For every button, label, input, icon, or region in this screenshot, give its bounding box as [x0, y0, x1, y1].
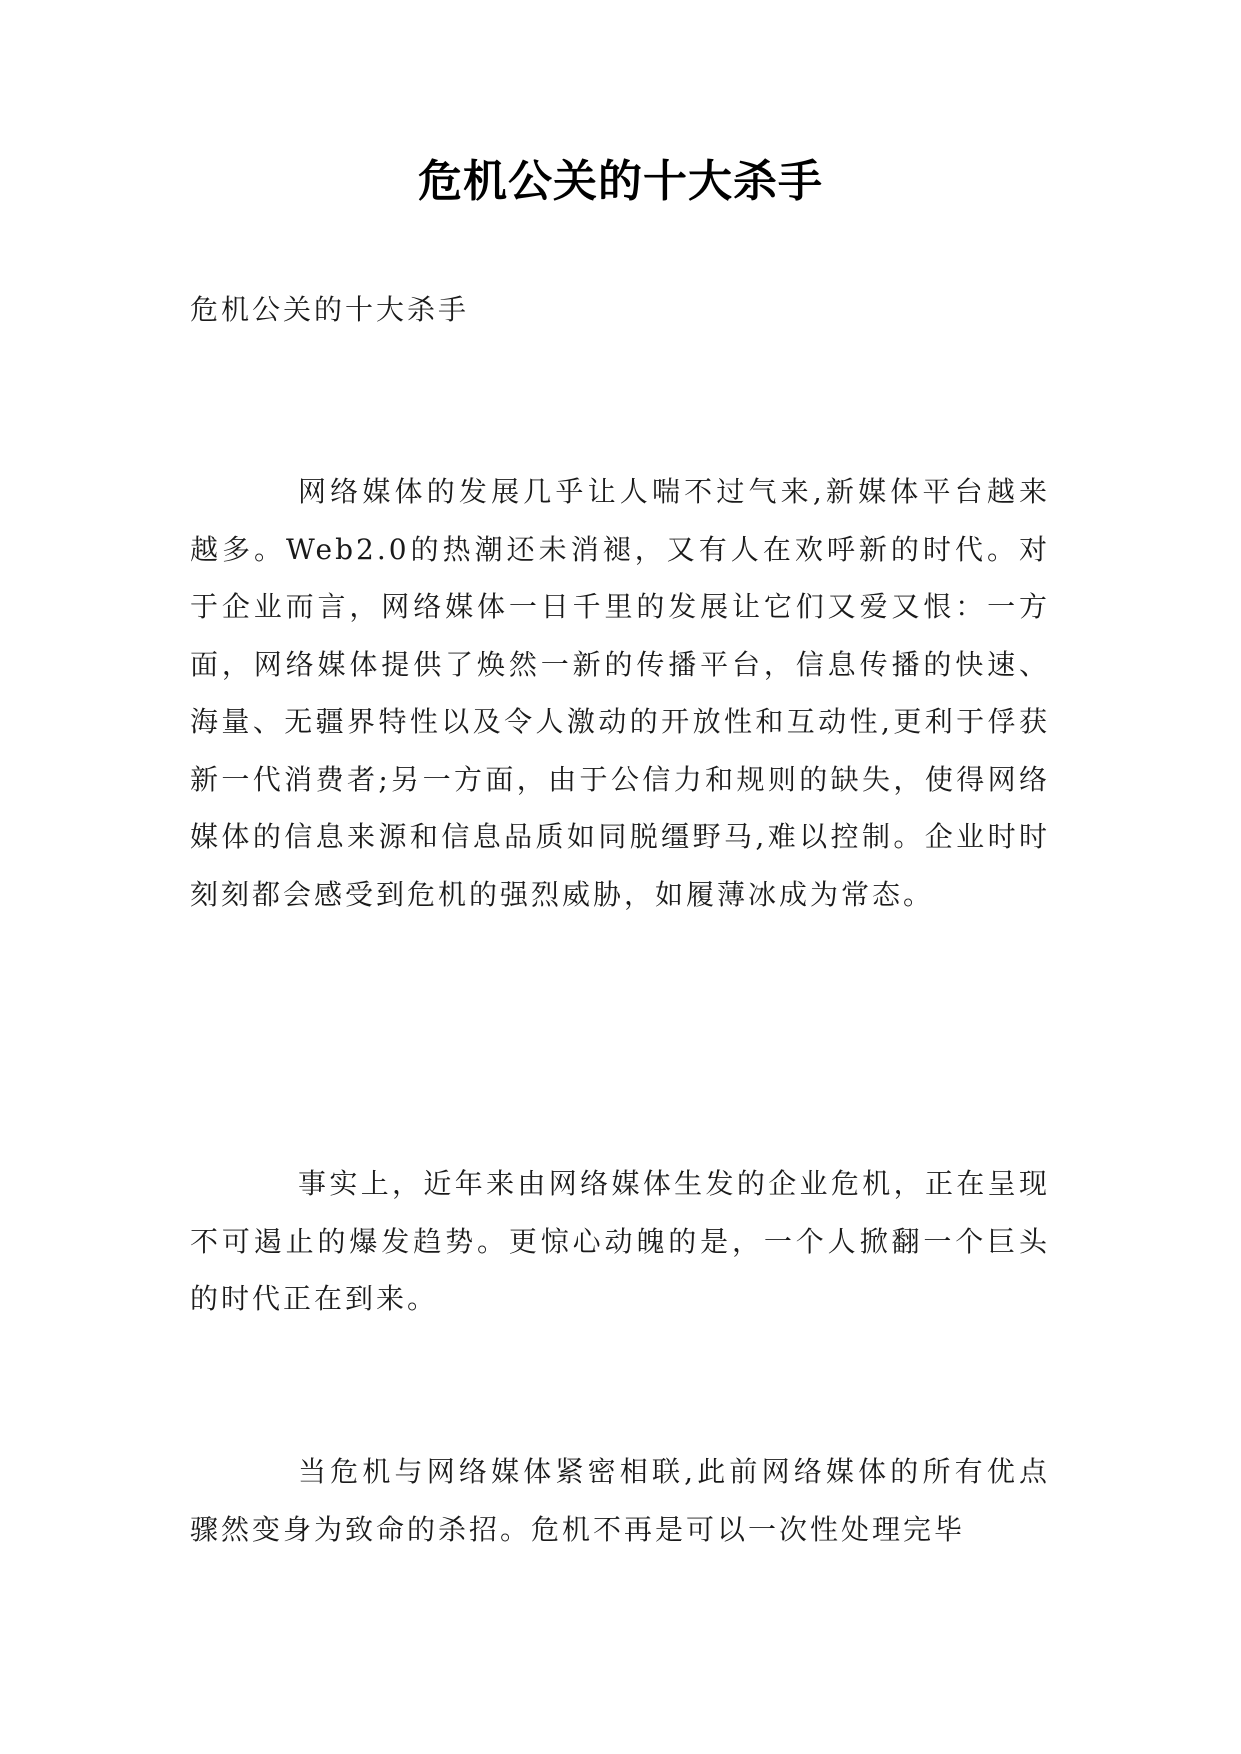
- body-paragraph: 事实上，近年来由网络媒体生发的企业危机，正在呈现不可遏止的爆发趋势。更惊心动魄的是，一个人掀翻一个巨头的时代正在到来。: [190, 1167, 1050, 1315]
- body-paragraph: 当危机与网络媒体紧密相联,此前网络媒体的所有优点骤然变身为致命的杀招。危机不再是可以一次性处理完毕: [190, 1455, 1050, 1546]
- body-paragraph: 网络媒体的发展几乎让人喘不过气来,新媒体平台越来越多。Web2.0的热潮还未消褪，又有人在欢呼新的时代。对于企业而言，网络媒体一日千里的发展让它们又爱又恨：一方面，网络媒体提供了焕然一新的传播平台，信息传播的快速、海量、无疆界特性以及令人激动的开放性和互动性,更利于俘获新一代消费者;另一方面，由于公信力和规则的缺失，使得网络媒体的信息来源和信息品质如同脱缰野马,难以控制。企业时时刻刻都会感受到危机的强烈威胁，如履薄冰成为常态。: [190, 475, 1050, 911]
- document-subtitle: 危机公关的十大杀手: [190, 293, 470, 326]
- document-title: 危机公关的十大杀手: [418, 156, 823, 207]
